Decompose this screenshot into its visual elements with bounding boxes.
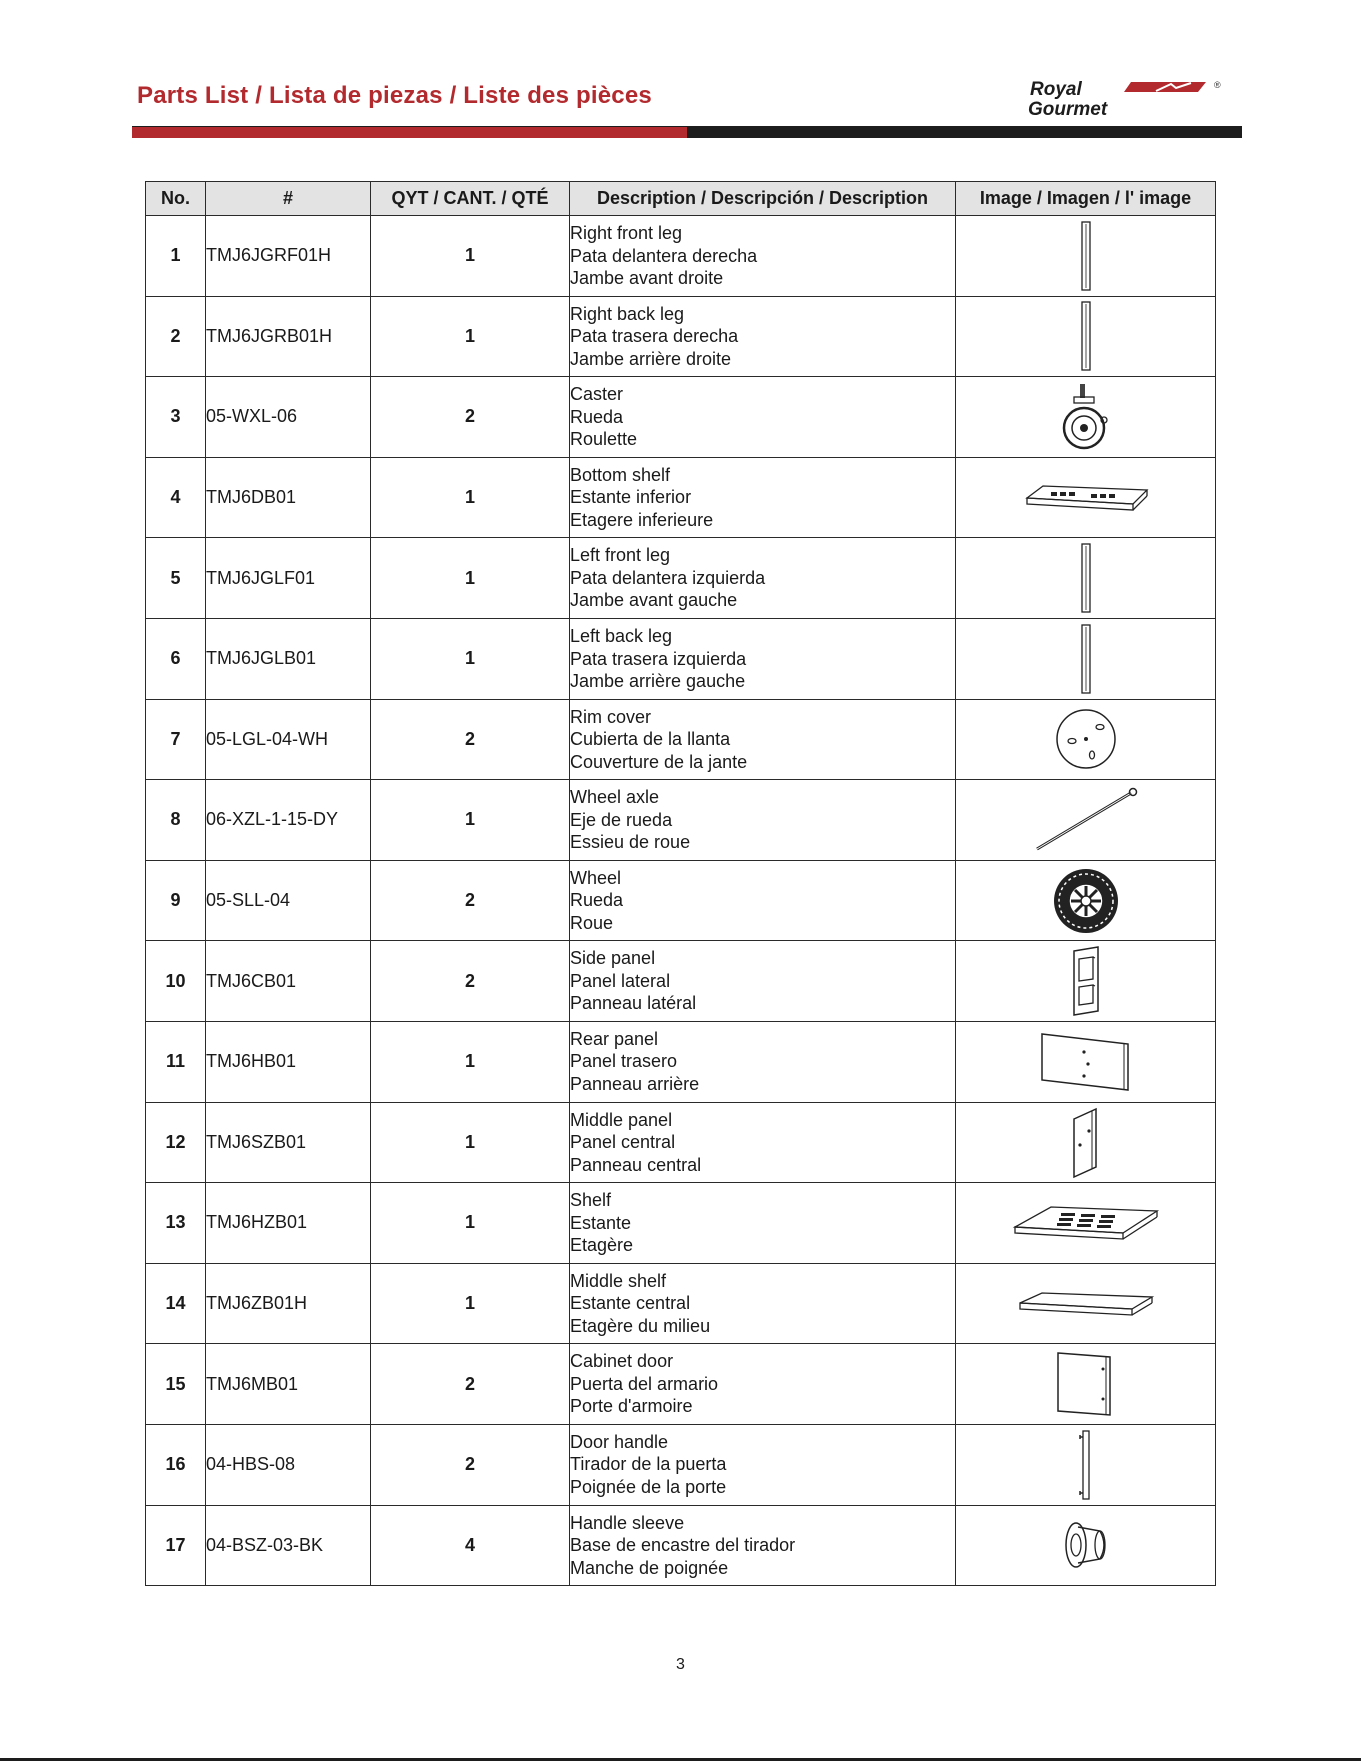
parts-table: [145, 181, 1216, 1586]
description-cell: [570, 860, 956, 941]
description-fr: Manche de poignée: [570, 1557, 729, 1578]
description-en: Rim cover: [570, 706, 652, 727]
part-number-cell: 6: [146, 618, 206, 699]
leg-icon: [956, 220, 1215, 292]
registered-mark: ®: [1214, 80, 1221, 90]
table-row: [146, 1424, 1216, 1505]
col-header-description: Description / Descripción / Description: [570, 182, 956, 216]
image-cell: [956, 860, 1216, 941]
part-code-cell: TMJ6JGRB01H: [206, 296, 371, 377]
image-cell: [956, 1183, 1216, 1264]
image-cell: [956, 1424, 1216, 1505]
description-cell: [570, 538, 956, 619]
part-number-cell: 5: [146, 538, 206, 619]
description-cell: [570, 377, 956, 458]
description-es: Rueda: [570, 406, 624, 427]
page-title: Parts List / Lista de piezas / Liste des pièces: [137, 82, 652, 109]
description-cell: [570, 216, 956, 297]
description-cell: [570, 1344, 956, 1425]
part-code-cell: 05-SLL-04: [206, 860, 371, 941]
description-cell: [570, 1263, 956, 1344]
image-cell: [956, 1263, 1216, 1344]
description-en: Side panel: [570, 948, 656, 969]
quantity-cell: 1: [371, 216, 570, 297]
description-fr: Poignée de la porte: [570, 1476, 727, 1497]
part-number-cell: 13: [146, 1183, 206, 1264]
part-code-cell: TMJ6HB01: [206, 1021, 371, 1102]
header-bar-black: [687, 127, 1242, 138]
description-fr: Essieu de roue: [570, 832, 691, 853]
description-cell: [570, 1505, 956, 1586]
description-cell: [570, 1183, 956, 1264]
part-code-cell: TMJ6HZB01: [206, 1183, 371, 1264]
part-code-cell: 05-LGL-04-WH: [206, 699, 371, 780]
image-cell: [956, 1102, 1216, 1183]
col-header-part: #: [206, 182, 371, 216]
description-fr: Jambe avant droite: [570, 268, 724, 289]
leg-icon: [956, 300, 1215, 372]
table-row: [146, 538, 1216, 619]
table-row: [146, 216, 1216, 297]
quantity-cell: 2: [371, 377, 570, 458]
description-fr: Panneau latéral: [570, 993, 697, 1014]
part-number-cell: 14: [146, 1263, 206, 1344]
part-number-cell: 16: [146, 1424, 206, 1505]
axle-icon: [956, 785, 1215, 855]
description-es: Panel central: [570, 1132, 676, 1153]
description-en: Right front leg: [570, 223, 683, 244]
description-es: Pata delantera derecha: [570, 245, 758, 266]
description-en: Handle sleeve: [570, 1512, 685, 1533]
part-number-cell: 2: [146, 296, 206, 377]
image-cell: [956, 1021, 1216, 1102]
description-es: Estante: [570, 1212, 632, 1233]
table-row: [146, 1102, 1216, 1183]
part-code-cell: TMJ6JGLB01: [206, 618, 371, 699]
table-row: [146, 941, 1216, 1022]
part-code-cell: TMJ6DB01: [206, 457, 371, 538]
quantity-cell: 1: [371, 1183, 570, 1264]
table-row: [146, 1505, 1216, 1586]
description-es: Puerta del armario: [570, 1373, 719, 1394]
part-code-cell: 04-BSZ-03-BK: [206, 1505, 371, 1586]
handle-sleeve-icon: [956, 1517, 1215, 1573]
svg-text:Royal: Royal: [1030, 79, 1082, 100]
description-fr: Etagère du milieu: [570, 1315, 711, 1336]
description-en: Left front leg: [570, 545, 671, 566]
svg-text:Gourmet: Gourmet: [1028, 99, 1108, 118]
quantity-cell: 1: [371, 1021, 570, 1102]
image-cell: [956, 457, 1216, 538]
table-row: [146, 618, 1216, 699]
quantity-cell: 1: [371, 296, 570, 377]
quantity-cell: 2: [371, 1344, 570, 1425]
description-cell: [570, 1021, 956, 1102]
part-code-cell: 04-HBS-08: [206, 1424, 371, 1505]
description-en: Right back leg: [570, 303, 685, 324]
leg-icon: [956, 623, 1215, 695]
image-cell: [956, 780, 1216, 861]
description-fr: Jambe arrière droite: [570, 348, 732, 369]
table-row: [146, 1344, 1216, 1425]
description-es: Cubierta de la llanta: [570, 729, 731, 750]
col-header-no: No.: [146, 182, 206, 216]
side-panel-icon: [956, 945, 1215, 1017]
description-cell: [570, 941, 956, 1022]
table-header-row: [146, 182, 1216, 216]
description-en: Bottom shelf: [570, 464, 671, 485]
part-code-cell: TMJ6CB01: [206, 941, 371, 1022]
part-code-cell: 05-WXL-06: [206, 377, 371, 458]
table-row: [146, 1183, 1216, 1264]
image-cell: [956, 1344, 1216, 1425]
image-cell: [956, 216, 1216, 297]
part-code-cell: TMJ6JGRF01H: [206, 216, 371, 297]
description-es: Base de encastre del tirador: [570, 1535, 796, 1556]
description-es: Tirador de la puerta: [570, 1454, 727, 1475]
col-header-qty: QYT / CANT. / QTÉ: [371, 182, 570, 216]
description-fr: Couverture de la jante: [570, 751, 748, 772]
description-fr: Etagère: [570, 1235, 634, 1256]
part-number-cell: 12: [146, 1102, 206, 1183]
description-fr: Roue: [570, 912, 614, 933]
quantity-cell: 2: [371, 941, 570, 1022]
description-cell: [570, 699, 956, 780]
middle-panel-icon: [956, 1105, 1215, 1179]
description-fr: Porte d'armoire: [570, 1396, 693, 1417]
description-en: Cabinet door: [570, 1351, 674, 1372]
table-row: [146, 1263, 1216, 1344]
part-code-cell: TMJ6JGLF01: [206, 538, 371, 619]
description-es: Panel lateral: [570, 970, 671, 991]
description-es: Pata trasera derecha: [570, 326, 739, 347]
description-fr: Roulette: [570, 429, 638, 450]
quantity-cell: 1: [371, 538, 570, 619]
description-es: Panel trasero: [570, 1051, 678, 1072]
description-cell: [570, 1102, 956, 1183]
leg-icon: [956, 542, 1215, 614]
image-cell: [956, 538, 1216, 619]
image-cell: [956, 1505, 1216, 1586]
brand-logo: [1026, 78, 1216, 118]
quantity-cell: 2: [371, 1424, 570, 1505]
part-number-cell: 1: [146, 216, 206, 297]
image-cell: [956, 618, 1216, 699]
description-es: Eje de rueda: [570, 809, 673, 830]
wheel-icon: [956, 866, 1215, 936]
part-number-cell: 7: [146, 699, 206, 780]
description-es: Rueda: [570, 890, 624, 911]
quantity-cell: 1: [371, 1263, 570, 1344]
quantity-cell: 1: [371, 457, 570, 538]
image-cell: [956, 699, 1216, 780]
description-en: Middle panel: [570, 1109, 673, 1130]
part-number-cell: 4: [146, 457, 206, 538]
description-fr: Etagere inferieure: [570, 509, 714, 530]
rear-panel-icon: [956, 1030, 1215, 1094]
quantity-cell: 1: [371, 1102, 570, 1183]
description-cell: [570, 457, 956, 538]
description-fr: Jambe arrière gauche: [570, 671, 746, 692]
part-code-cell: TMJ6MB01: [206, 1344, 371, 1425]
shelf-icon: [956, 1199, 1215, 1247]
quantity-cell: 2: [371, 699, 570, 780]
description-fr: Panneau central: [570, 1154, 702, 1175]
description-es: Estante inferior: [570, 487, 692, 508]
caster-icon: [956, 382, 1215, 452]
part-number-cell: 3: [146, 377, 206, 458]
description-en: Shelf: [570, 1190, 612, 1211]
table-row: [146, 377, 1216, 458]
description-cell: [570, 1424, 956, 1505]
table-row: [146, 457, 1216, 538]
description-cell: [570, 618, 956, 699]
table-row: [146, 860, 1216, 941]
table-row: [146, 780, 1216, 861]
part-code-cell: 06-XZL-1-15-DY: [206, 780, 371, 861]
description-es: Estante central: [570, 1293, 691, 1314]
quantity-cell: 1: [371, 618, 570, 699]
rim-cover-icon: [956, 707, 1215, 771]
description-en: Left back leg: [570, 626, 673, 647]
description-es: Pata trasera izquierda: [570, 648, 747, 669]
part-code-cell: TMJ6ZB01H: [206, 1263, 371, 1344]
quantity-cell: 2: [371, 860, 570, 941]
col-header-image: Image / Imagen / l' image: [956, 182, 1216, 216]
part-code-cell: TMJ6SZB01: [206, 1102, 371, 1183]
part-number-cell: 9: [146, 860, 206, 941]
description-cell: [570, 296, 956, 377]
bottom-shelf-icon: [956, 480, 1215, 516]
part-number-cell: 15: [146, 1344, 206, 1425]
door-handle-icon: [956, 1429, 1215, 1501]
page-number: 3: [676, 1656, 685, 1673]
cabinet-door-icon: [956, 1349, 1215, 1419]
header-bar-red: [132, 127, 687, 138]
part-number-cell: 8: [146, 780, 206, 861]
part-number-cell: 11: [146, 1021, 206, 1102]
description-en: Rear panel: [570, 1028, 659, 1049]
part-number-cell: 10: [146, 941, 206, 1022]
quantity-cell: 4: [371, 1505, 570, 1586]
table-row: [146, 699, 1216, 780]
image-cell: [956, 296, 1216, 377]
image-cell: [956, 941, 1216, 1022]
part-number-cell: 17: [146, 1505, 206, 1586]
middle-shelf-icon: [956, 1287, 1215, 1321]
description-es: Pata delantera izquierda: [570, 567, 766, 588]
description-en: Middle shelf: [570, 1270, 667, 1291]
image-cell: [956, 377, 1216, 458]
description-en: Caster: [570, 384, 624, 405]
description-en: Door handle: [570, 1431, 669, 1452]
description-en: Wheel: [570, 867, 622, 888]
description-fr: Jambe avant gauche: [570, 590, 738, 611]
table-row: [146, 1021, 1216, 1102]
description-fr: Panneau arrière: [570, 1073, 700, 1094]
table-row: [146, 296, 1216, 377]
description-cell: [570, 780, 956, 861]
quantity-cell: 1: [371, 780, 570, 861]
description-en: Wheel axle: [570, 787, 660, 808]
